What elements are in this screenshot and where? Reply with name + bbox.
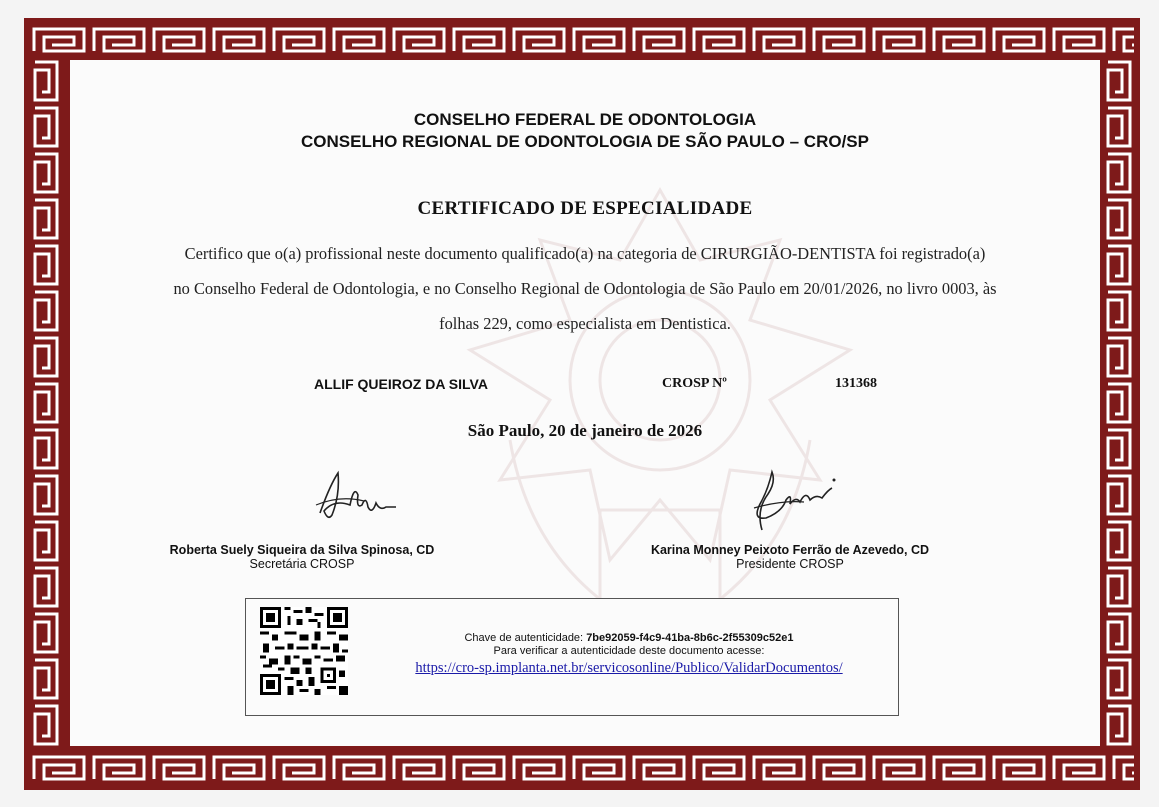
- auth-key-value: 7be92059-f4c9-41ba-8b6c-2f55309c52e1: [586, 632, 794, 644]
- certificate-body-line-1: Certifico que o(a) profissional neste documento qualificado(a) na categoria de CIRURGIÃO-DENTISTA foi registrado(a): [184, 244, 986, 263]
- registration-number: 131368: [835, 376, 877, 391]
- certificate-body: [88, 236, 1082, 341]
- signer-president-role: Presidente CROSP: [736, 557, 844, 571]
- certificate-title: CERTIFICADO DE ESPECIALIDADE: [417, 198, 753, 219]
- signature-secretary: [310, 465, 400, 525]
- signer-president: [600, 543, 980, 571]
- verify-instruction: Para verificar a autenticidade deste documento acesse:: [493, 645, 765, 657]
- verify-link[interactable]: https://cro-sp.implanta.net.br/servicosonline/Publico/ValidarDocumentos/: [415, 660, 843, 676]
- verification-text: [376, 632, 882, 678]
- header-regional-council: CONSELHO REGIONAL DE ODONTOLOGIA DE SÃO PAULO – CRO/SP: [301, 132, 869, 151]
- greek-key-border-top: [30, 25, 1134, 55]
- certificate-body-line-3: folhas 229, como especialista em Dentistica.: [439, 314, 731, 333]
- auth-key-line: [376, 632, 882, 645]
- certificate-body-line-2: no Conselho Federal de Odontologia, e no Conselho Regional de Odontologia de São Paulo em 20/01/2026, no livro 0003, às: [173, 279, 997, 298]
- greek-key-border-right: [1104, 58, 1134, 750]
- greek-key-border-bottom: [30, 753, 1134, 783]
- registration-label: CROSP Nº: [662, 376, 727, 391]
- qr-code: [260, 607, 348, 695]
- signer-secretary-name: Roberta Suely Siqueira da Silva Spinosa, CD: [169, 543, 435, 557]
- signer-secretary-role: Secretária CROSP: [249, 557, 355, 571]
- issue-date: São Paulo, 20 de janeiro de 2026: [467, 421, 703, 440]
- signature-president: [742, 460, 842, 540]
- greek-key-border-left: [31, 58, 61, 750]
- auth-key-label: Chave de autenticidade:: [464, 632, 584, 644]
- signer-secretary: [112, 543, 492, 571]
- verification-box: [245, 598, 899, 716]
- holder-name: ALLIF QUEIROZ DA SILVA: [314, 376, 488, 392]
- header-federal-council: CONSELHO FEDERAL DE ODONTOLOGIA: [413, 110, 757, 129]
- certificate-paper: [70, 60, 1100, 746]
- signer-president-name: Karina Monney Peixoto Ferrão de Azevedo, CD: [650, 543, 930, 557]
